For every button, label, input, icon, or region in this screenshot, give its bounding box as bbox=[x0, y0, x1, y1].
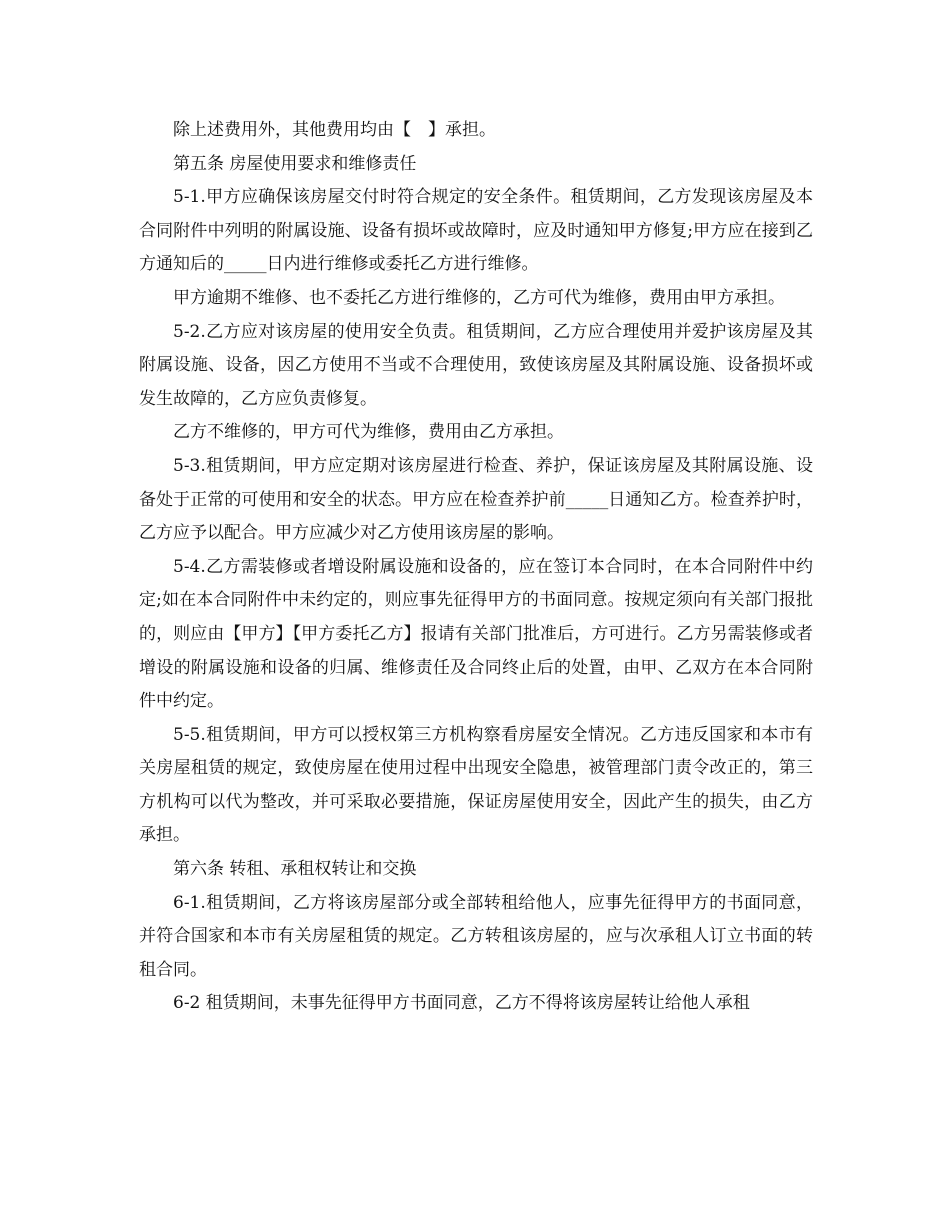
paragraph-other-fees: 除上述费用外，其他费用均由【 】承担。 bbox=[173, 120, 496, 140]
paragraph-5-2: 5-2.乙方应对该房屋的使用安全负责。租赁期间，乙方应合理使用并爱护该房屋及其附属设施、设备，因乙方使用不当或不合理使用，致使该房屋及其附属设施、设备损坏或发生故障的，乙方应负责修复。 bbox=[139, 321, 813, 409]
paragraph-5-1: 5-1.甲方应确保该房屋交付时符合规定的安全条件。租赁期间，乙方发现该房屋及本合同附件中列明的附属设施、设备有损坏或故障时，应及时通知甲方修复;甲方应在接到乙方通知后的_____日内进行维修或委托乙方进行维修。 bbox=[139, 187, 813, 275]
heading-article-5: 第五条 房屋使用要求和维修责任 bbox=[173, 153, 417, 174]
heading-article-6: 第六条 转租、承租权转让和交换 bbox=[173, 859, 417, 880]
paragraph-5-3: 5-3.租赁期间，甲方应定期对该房屋进行检查、养护，保证该房屋及其附属设施、设备处于正常的可使用和安全的状态。甲方应在检查养护前_____日通知乙方。检查养护时，乙方应予以配合。甲方应减少对乙方使用该房屋的影响。 bbox=[139, 455, 813, 544]
paragraph-5-5: 5-5.租赁期间，甲方可以授权第三方机构察看房屋安全情况。乙方违反国家和本市有关房屋租赁的规定，致使房屋在使用过程中出现安全隐患，被管理部门责令改正的，第三方机构可以代为整改，并可采取必要措施，保证房屋使用安全，因此产生的损失，由乙方承担。 bbox=[139, 724, 813, 846]
paragraph-6-1: 6-1.租赁期间，乙方将该房屋部分或全部转租给他人，应事先征得甲方的书面同意，并符合国家和本市有关房屋租赁的规定。乙方转租该房屋的，应与次承租人订立书面的转租合同。 bbox=[139, 892, 813, 980]
paragraph-5-2-no-repair: 乙方不维修的，甲方可代为维修，费用由乙方承担。 bbox=[173, 422, 564, 443]
document-body bbox=[139, 114, 813, 1021]
paragraph-5-1-overdue: 甲方逾期不维修、也不委托乙方进行维修的，乙方可代为维修，费用由甲方承担。 bbox=[173, 287, 785, 308]
paragraph-6-2: 6-2 租赁期间，未事先征得甲方书面同意，乙方不得将该房屋转让给他人承租 bbox=[173, 993, 750, 1014]
paragraph-5-4: 5-4.乙方需装修或者增设附属设施和设备的，应在签订本合同时，在本合同附件中约定;如在本合同附件中未约定的，则应事先征得甲方的书面同意。按规定须向有关部门报批的，则应由【甲方】【甲方委托乙方】报请有关部门批准后，方可进行。乙方另需装修或者增设的附属设施和设备的归属、维修责任及合同终止后的处置，由甲、乙双方在本合同附件中约定。 bbox=[139, 556, 813, 712]
